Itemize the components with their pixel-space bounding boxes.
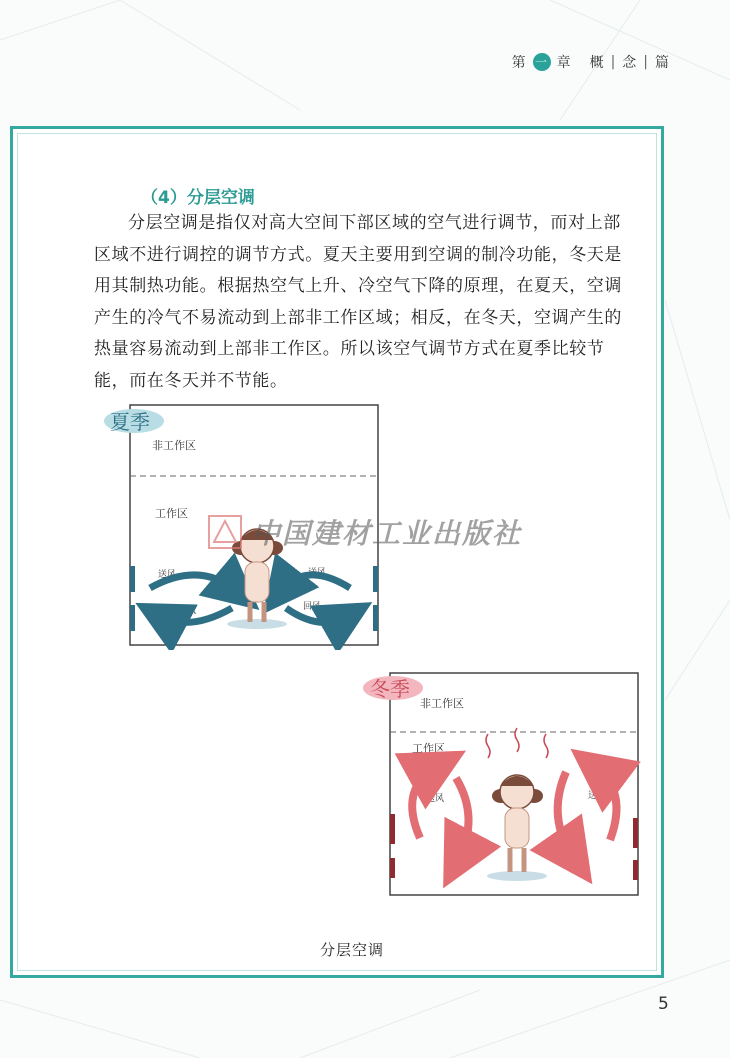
summer-non-work-label: 非工作区 xyxy=(152,439,196,452)
section-title: （4）分层空调 xyxy=(141,188,255,208)
winter-supply-label-right: 送风 xyxy=(588,791,607,801)
vent-right-bottom xyxy=(633,860,638,880)
chapter-prefix: 第 xyxy=(511,55,527,71)
summer-return-label-right: 回风 xyxy=(303,602,322,612)
winter-return-label-left: 回风 xyxy=(444,827,463,837)
part-title-1: 概 xyxy=(589,55,605,71)
vent-left-top xyxy=(130,566,135,592)
publisher-watermark xyxy=(208,512,522,552)
vent-left-bottom xyxy=(390,858,395,878)
watermark-text: 中国建材工业出版社 xyxy=(252,517,523,550)
chapter-number-badge: 一 xyxy=(533,53,551,71)
winter-return-label-right: 回风 xyxy=(560,827,579,837)
separator: | xyxy=(610,54,617,70)
chapter-header xyxy=(512,52,670,72)
vent-right-top xyxy=(633,818,638,848)
floor-shadow xyxy=(487,871,547,881)
floor-shadow xyxy=(227,619,287,629)
summer-work-label: 工作区 xyxy=(155,507,188,520)
part-title-3: 篇 xyxy=(655,55,670,71)
summer-supply-label-left: 送风 xyxy=(158,570,177,580)
winter-supply-label-left: 送风 xyxy=(426,794,445,804)
vent-right-bottom xyxy=(373,605,378,631)
summer-badge: 夏季 xyxy=(110,410,150,434)
vent-left-top xyxy=(390,814,395,844)
summer-supply-label-right: 送风 xyxy=(308,568,327,578)
part-title-2: 念 xyxy=(622,55,638,71)
page-number: 5 xyxy=(658,994,669,1014)
winter-diagram xyxy=(360,668,645,900)
figure-caption: 分层空调 xyxy=(320,941,385,959)
publisher-logo-icon xyxy=(208,515,242,549)
chapter-suffix: 章 xyxy=(556,55,572,71)
vent-left-bottom xyxy=(130,605,135,631)
vent-right-top xyxy=(373,566,378,592)
separator: | xyxy=(643,54,649,70)
summer-return-label-left: 回风 xyxy=(178,606,197,616)
winter-work-label: 工作区 xyxy=(412,742,445,755)
winter-non-work-label: 非工作区 xyxy=(420,697,464,710)
winter-badge: 冬季 xyxy=(370,677,410,701)
section-body: 分层空调是指仅对高大空间下部区域的空气进行调节，而对上部区域不进行调控的调节方式。夏天主要用到空调的制冷功能，冬天是用其制热功能。根据热空气上升、冷空气下降的原理，在夏天，空调产生的冷气不易流动到上部非工作区域；相反，在冬天，空调产生的热量容易流动到上部非工作区。所以该空气调节方式在夏季比较节能，而在冬天并不节能。 xyxy=(94,213,622,391)
